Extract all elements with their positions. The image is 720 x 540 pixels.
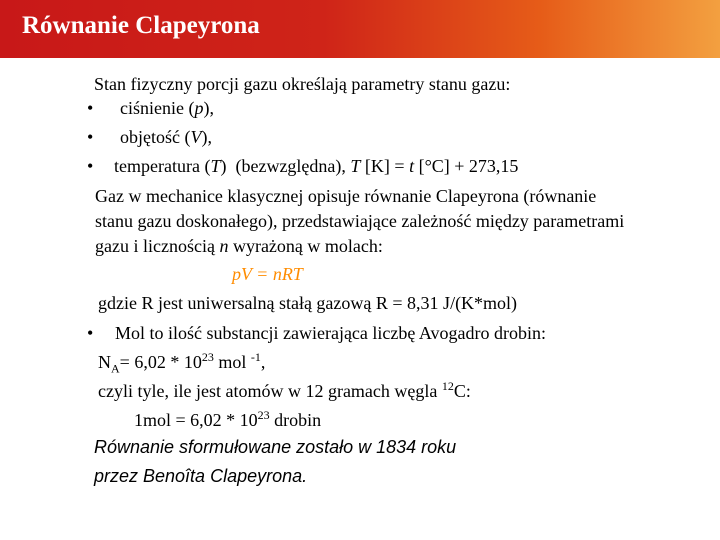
mol-definition: Mol to ilość substancji zawierająca liczbę Avogadro drobin: (115, 323, 547, 343)
ideal-gas-formula: pV = nRT (232, 264, 303, 284)
pressure-symbol: p (194, 98, 204, 118)
history-line-2: przez Benoîta Clapeyrona. (94, 466, 308, 486)
bullet-icon: • (87, 98, 94, 118)
param-volume: objętość (V), (120, 127, 212, 147)
avogadro-number: $N_A= 6,02 * 10^{23}$ mol $^{-1}$, (98, 350, 266, 376)
gas-constant-line: gdzie R jest uniwersalną stałą gazową R = 8,31 J/(K*mol) (98, 293, 518, 313)
param-temperature: temperatura (T) (bezwzględna), T [K] = t [°C] + 273,15 (114, 156, 519, 176)
history-line-1: Równanie sformułowane zostało w 1834 roku (94, 437, 457, 457)
description-line-2: stanu gazu doskonałego), przedstawiające zależność między parametrami (95, 211, 625, 231)
param-pressure: ciśnienie (p), (120, 98, 214, 118)
intro-line: Stan fizyczny porcji gazu określają parametry stanu gazu: (94, 74, 511, 94)
volume-symbol: V (190, 127, 202, 147)
description-line-1: Gaz w mechanice klasycznej opisuje równanie Clapeyrona (równanie (95, 186, 597, 206)
bullet-icon: • (87, 127, 94, 147)
mol-equivalence: $1mol = 6,02 * 10^{23}$ drobin (134, 408, 322, 430)
description-line-3: gazu i licznością n wyrażoną w molach: (95, 236, 383, 256)
bullet-icon: • (87, 156, 94, 176)
carbon-line: czyli tyle, ile jest atomów w 12 gramach węgla $^{12}$C: (98, 379, 471, 401)
bullet-icon: • (87, 323, 94, 343)
slide-title: Równanie Clapeyrona (22, 12, 260, 39)
title-bar (0, 0, 720, 58)
